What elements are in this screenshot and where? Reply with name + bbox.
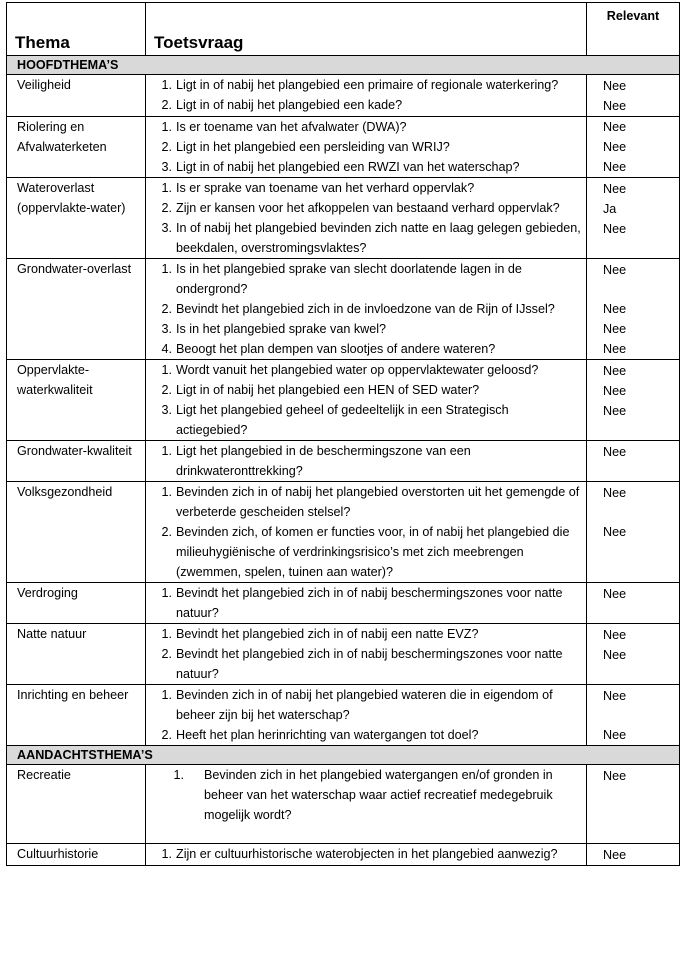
toetsvraag-cell (146, 441, 587, 482)
relevant-value: Nee (603, 181, 627, 196)
question-text: Is in het plangebied sprake van kwel? (176, 322, 387, 336)
toetsvraag-cell (146, 75, 587, 117)
table-header-row (7, 3, 680, 56)
question-text: Ligt in of nabij het plangebied een primaire of regionale waterkering? (176, 78, 559, 92)
toetsvraag-cell (146, 685, 587, 746)
question-number: 1. (161, 78, 172, 92)
question-number: 1. (161, 262, 172, 276)
question-item (146, 644, 582, 684)
section-title: HOOFDTHEMA’S (7, 56, 680, 75)
relevant-value: Nee (603, 342, 627, 356)
relevant-value: Nee (603, 322, 627, 336)
question-item (146, 441, 582, 481)
thema-cell: Recreatie (7, 765, 146, 844)
question-item (146, 75, 582, 95)
question-text: Bevinden zich in of nabij het plangebied wateren die in eigendom of beheer zijn bij het waterschap? (176, 688, 553, 722)
relevant-cell (587, 178, 680, 259)
question-item (146, 117, 582, 137)
question-number: 1. (161, 586, 172, 600)
table-row (7, 75, 680, 117)
question-text: Beoogt het plan dempen van slootjes of andere wateren? (176, 342, 496, 356)
toetsvraag-cell (146, 844, 587, 866)
thema-cell: Grondwater-overlast (7, 259, 146, 360)
relevant-value: Nee (603, 262, 627, 277)
relevant-value: Nee (603, 403, 627, 418)
question-number: 2. (161, 98, 172, 112)
table-row (7, 765, 680, 844)
question-item (146, 178, 582, 198)
table-row (7, 482, 680, 583)
relevant-value: Nee (603, 302, 627, 316)
question-item (146, 339, 582, 359)
relevant-value: Nee (603, 78, 627, 93)
question-item (146, 218, 582, 258)
question-item (146, 299, 582, 319)
thema-cell: Oppervlakte-waterkwaliteit (7, 360, 146, 441)
table-row (7, 259, 680, 360)
table-row (7, 116, 680, 178)
relevant-value: Nee (603, 627, 627, 642)
relevant-cell (587, 844, 680, 866)
table-row (7, 583, 680, 624)
relevant-value: Nee (603, 728, 627, 742)
relevant-cell (587, 685, 680, 746)
question-number: 1. (161, 363, 172, 377)
relevant-value: Nee (603, 444, 627, 459)
relevant-cell (587, 765, 680, 844)
header-thema: Thema (7, 3, 146, 56)
toetsvraag-cell (146, 360, 587, 441)
question-text: Ligt in het plangebied een persleiding van WRIJ? (176, 139, 450, 154)
question-text: Ligt het plangebied geheel of gedeeltelijk in een Strategisch actiegebied? (176, 403, 509, 437)
question-item (146, 583, 582, 623)
question-number: 1. (161, 627, 172, 641)
question-number: 1. (161, 181, 172, 195)
question-number: 1. (161, 688, 172, 702)
question-item (146, 137, 582, 157)
question-number: 2. (161, 139, 172, 154)
section-title: AANDACHTSTHEMA’S (7, 746, 680, 765)
question-number: 2. (161, 302, 172, 316)
question-text: Bevindt het plangebied zich in de invloedzone van de Rijn of IJssel? (176, 302, 555, 316)
question-text: Heeft het plan herinrichting van watergangen tot doel? (176, 728, 479, 742)
relevant-value: Nee (603, 363, 627, 378)
watertoets-table (6, 2, 680, 866)
question-text: Wordt vanuit het plangebied water op oppervlaktewater geloosd? (176, 363, 539, 377)
question-text: Is er sprake van toename van het verhard oppervlak? (176, 181, 475, 195)
header-toetsvraag: Toetsvraag (146, 3, 587, 56)
relevant-cell (587, 482, 680, 583)
relevant-value: Nee (603, 586, 627, 601)
question-number: 2. (161, 525, 172, 539)
table-row (7, 441, 680, 482)
relevant-value: Nee (603, 98, 627, 113)
toetsvraag-cell (146, 178, 587, 259)
question-text: Zijn er kansen voor het afkoppelen van bestaand verhard oppervlak? (176, 201, 560, 215)
thema-cell: Volksgezondheid (7, 482, 146, 583)
relevant-cell (587, 360, 680, 441)
relevant-value: Nee (603, 525, 627, 539)
relevant-cell (587, 116, 680, 178)
question-text: Bevindt het plangebied zich in of nabij beschermingszones voor natte natuur? (176, 647, 563, 681)
table-row (7, 685, 680, 746)
relevant-value: Nee (603, 847, 627, 862)
table-row (7, 844, 680, 866)
toetsvraag-cell (146, 583, 587, 624)
table-body (7, 56, 680, 866)
header-relevant: Relevant (587, 3, 680, 56)
question-number: 2. (161, 201, 172, 215)
relevant-cell (587, 624, 680, 685)
question-item (146, 360, 582, 380)
toetsvraag-cell (146, 259, 587, 360)
question-item (146, 259, 582, 299)
question-item (146, 198, 582, 218)
relevant-value: Nee (603, 485, 627, 500)
thema-cell: Riolering en Afvalwaterketen (7, 116, 146, 178)
question-number: 1. (161, 444, 172, 458)
question-number: 3. (161, 159, 172, 174)
question-text: Ligt in of nabij het plangebied een kade? (176, 98, 403, 112)
relevant-cell (587, 441, 680, 482)
table-row (7, 624, 680, 685)
thema-cell: Natte natuur (7, 624, 146, 685)
relevant-value: Nee (603, 140, 627, 154)
question-item (146, 482, 582, 522)
section-header-row (7, 746, 680, 765)
question-number: 1. (161, 485, 172, 499)
relevant-value: Nee (603, 383, 627, 398)
question-item (146, 157, 582, 177)
table-row (7, 178, 680, 259)
relevant-value: Nee (603, 120, 627, 134)
thema-cell: Wateroverlast (oppervlakte-water) (7, 178, 146, 259)
question-item (146, 380, 582, 400)
question-item (146, 319, 582, 339)
question-text: Ligt in of nabij het plangebied een HEN of SED water? (176, 383, 480, 397)
question-number: 1. (161, 847, 172, 861)
toetsvraag-document (6, 2, 679, 866)
relevant-value: Nee (603, 647, 627, 662)
question-number: 2. (161, 647, 172, 661)
question-item (146, 95, 582, 115)
question-number: 3. (161, 322, 172, 336)
question-text: In of nabij het plangebied bevinden zich natte en laag gelegen gebieden, beekdalen, overstromingsvlaktes? (176, 221, 581, 255)
question-item (146, 725, 582, 745)
question-text: Ligt het plangebied in de beschermingszone van een drinkwateronttrekking? (176, 444, 471, 478)
question-number: 3. (161, 403, 172, 417)
question-item (146, 765, 582, 825)
question-text: Is er toename van het afvalwater (DWA)? (176, 119, 407, 134)
question-item (146, 400, 582, 440)
question-number: 2. (161, 383, 172, 397)
relevant-cell (587, 583, 680, 624)
question-number: 2. (161, 728, 172, 742)
question-item (146, 522, 582, 582)
thema-cell: Grondwater-kwaliteit (7, 441, 146, 482)
relevant-cell (587, 259, 680, 360)
question-text: Bevinden zich in het plangebied watergangen en/of gronden in beheer van het waterschap waar actief recreatief medegebruik mogelijk wordt? (204, 768, 553, 822)
question-item (146, 844, 582, 864)
toetsvraag-cell (146, 624, 587, 685)
question-text: Bevinden zich in of nabij het plangebied overstorten uit het gemengde of verbeterde gescheiden stelsel? (176, 485, 580, 519)
toetsvraag-cell (146, 482, 587, 583)
question-item (146, 685, 582, 725)
thema-cell: Cultuurhistorie (7, 844, 146, 866)
question-text: Zijn er cultuurhistorische waterobjecten in het plangebied aanwezig? (176, 847, 558, 861)
question-number: 1. (161, 119, 172, 134)
relevant-value: Nee (603, 160, 627, 174)
relevant-value: Ja (603, 201, 617, 216)
question-item (146, 624, 582, 644)
section-header-row (7, 56, 680, 75)
toetsvraag-cell (146, 116, 587, 178)
question-number: 3. (161, 221, 172, 235)
toetsvraag-cell (146, 765, 587, 844)
question-text: Bevindt het plangebied zich in of nabij een natte EVZ? (176, 627, 479, 641)
relevant-cell (587, 75, 680, 117)
relevant-value: Nee (603, 768, 627, 783)
question-text: Bevindt het plangebied zich in of nabij beschermingszones voor natte natuur? (176, 586, 563, 620)
thema-cell: Verdroging (7, 583, 146, 624)
question-number: 4. (161, 342, 172, 356)
question-number: 1. (173, 768, 184, 782)
relevant-value: Nee (603, 221, 627, 236)
question-text: Is in het plangebied sprake van slecht doorlatende lagen in de ondergrond? (176, 262, 522, 296)
question-text: Ligt in of nabij het plangebied een RWZI van het waterschap? (176, 159, 520, 174)
relevant-value: Nee (603, 688, 627, 703)
question-text: Bevinden zich, of komen er functies voor, in of nabij het plangebied die milieuhygiënische of verdrinkingsrisico’s met zich meebrengen (zwemmen, spelen, tuinen aan water)? (176, 525, 570, 579)
thema-cell: Inrichting en beheer (7, 685, 146, 746)
table-row (7, 360, 680, 441)
thema-cell: Veiligheid (7, 75, 146, 117)
